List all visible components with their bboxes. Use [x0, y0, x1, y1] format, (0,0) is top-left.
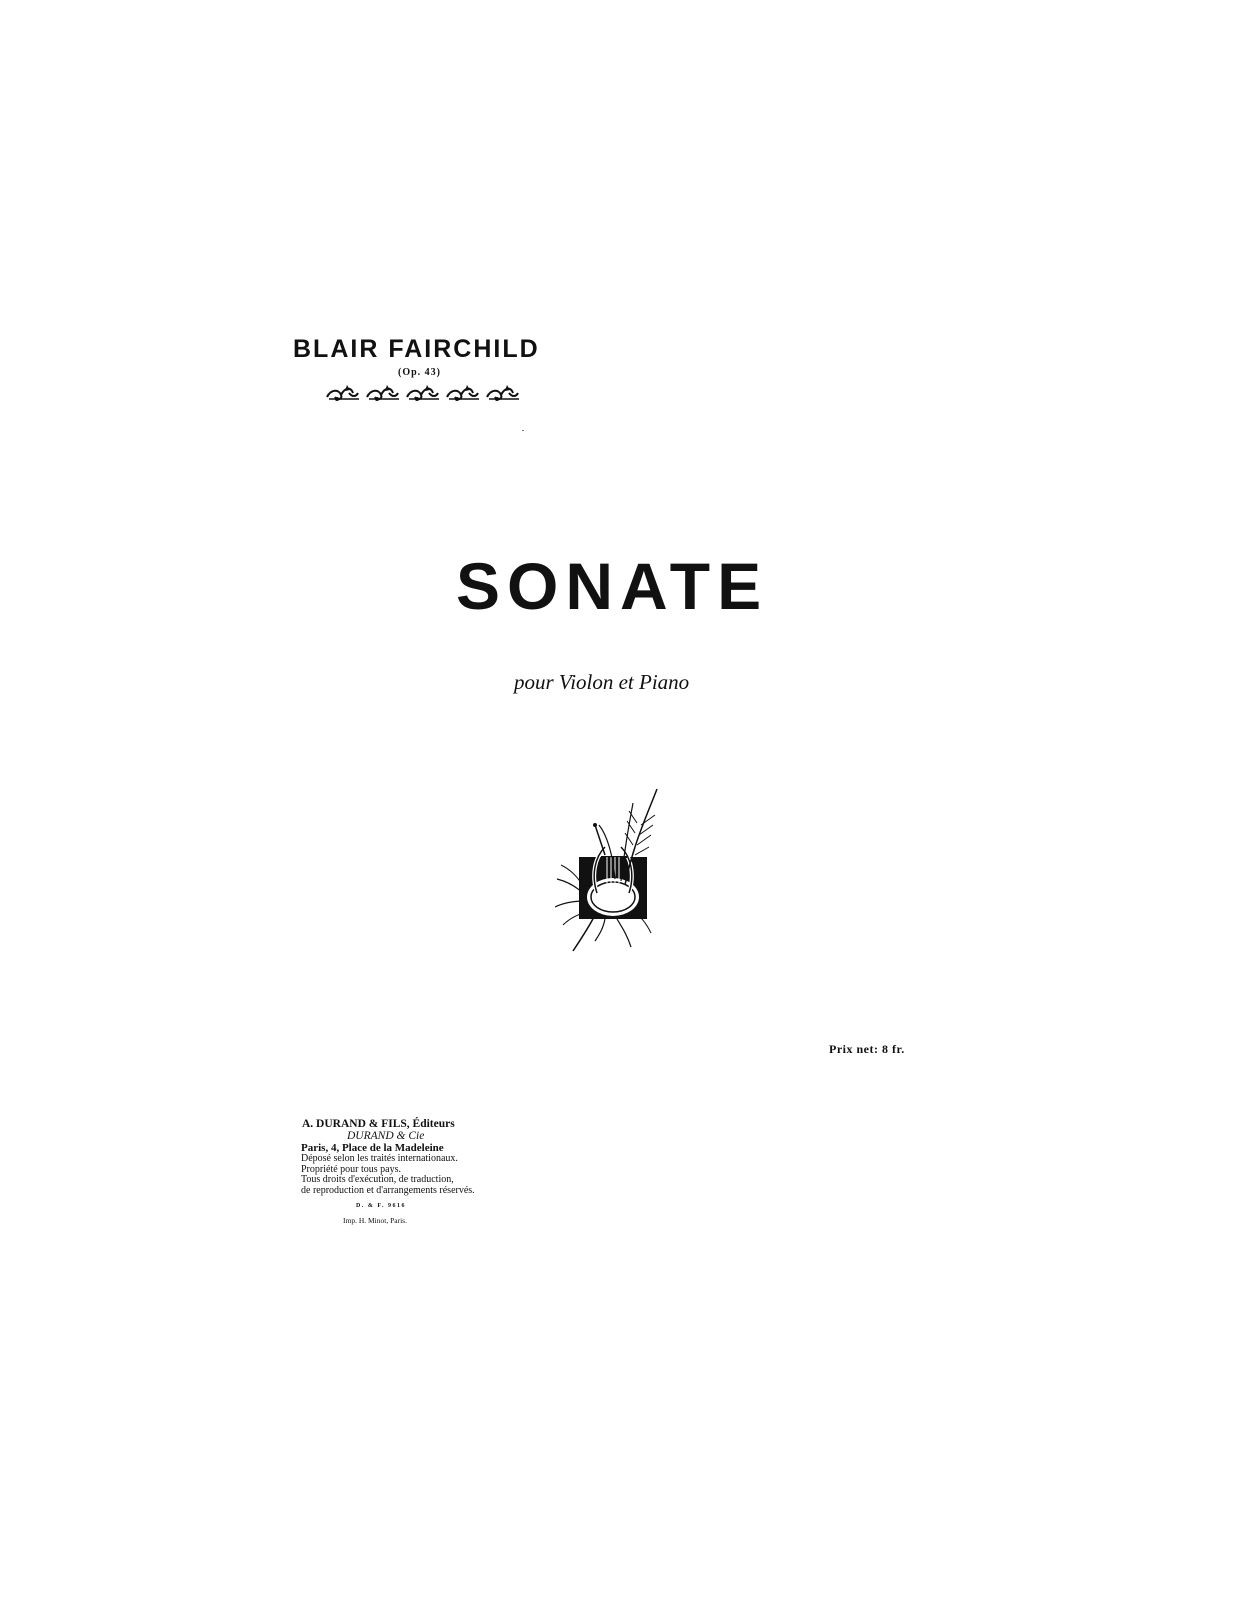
work-title: SONATE — [456, 549, 769, 623]
floral-vignette-icon — [325, 383, 525, 405]
net-price: Prix net: 8 fr. — [829, 1042, 905, 1056]
publisher-successor: DURAND & Cie — [347, 1130, 425, 1142]
publisher-address: Paris, 4, Place de la Madeleine — [301, 1142, 444, 1154]
rights-line: Propriété pour tous pays. — [301, 1163, 401, 1175]
rights-line: Déposé selon les traités internationaux. — [301, 1153, 458, 1164]
print-speck — [522, 430, 524, 431]
publisher-name: A. DURAND & FILS, Éditeurs — [302, 1118, 455, 1130]
ornament-row — [325, 383, 525, 405]
opus-number: (Op. 43) — [398, 367, 441, 378]
plate-number: D. & F. 9616 — [356, 1203, 406, 1209]
printer-credit: Imp. H. Minot, Paris. — [343, 1216, 407, 1225]
publisher-imprint — [300, 1118, 540, 1227]
instrumentation-subtitle: pour Violon et Piano — [514, 670, 690, 694]
composer-name: BLAIR FAIRCHILD — [293, 335, 540, 363]
rights-line: de reproduction et d'arrangements réservés. — [301, 1184, 475, 1196]
lyre-emblem — [555, 785, 665, 955]
rights-line: Tous droits d'exécution, de traduction, — [301, 1174, 454, 1185]
lyre-with-grasses-emblem-icon — [555, 785, 665, 955]
